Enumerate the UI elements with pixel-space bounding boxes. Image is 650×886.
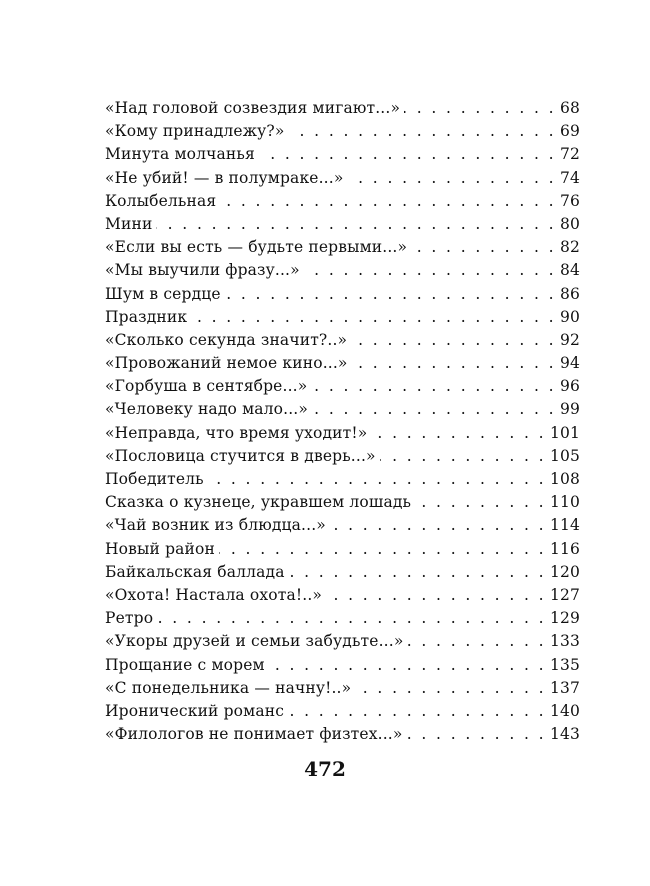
toc-entry (105, 654, 580, 677)
toc-entry-title: Минута молчанья (105, 145, 255, 164)
toc-entry-page: 90 (559, 307, 580, 326)
toc-entry-title: Ретро (105, 609, 154, 628)
toc-entry-page: 69 (559, 122, 580, 141)
toc-entry-title: «Мы выучили фразу...» (105, 261, 300, 280)
toc-entry (105, 422, 580, 445)
dot-leader (191, 306, 556, 329)
toc-entry (105, 561, 580, 584)
toc-entry (105, 167, 580, 190)
dot-leader (312, 398, 556, 421)
toc-entry-page: 129 (549, 609, 580, 628)
dot-leader (411, 236, 556, 259)
dot-leader (208, 468, 546, 491)
toc-entry-title: «Неправда, что время уходит!» (105, 423, 368, 442)
page-number: 472 (304, 757, 346, 781)
toc-entry (105, 236, 580, 259)
toc-entry-title: Праздник (105, 307, 188, 326)
toc-entry (105, 259, 580, 282)
toc-entry-page: 72 (559, 145, 580, 164)
toc-entry-page: 140 (549, 701, 580, 720)
toc-entry-title: «Не убий! — в полумраке...» (105, 168, 344, 187)
dot-leader (157, 607, 546, 630)
toc-entry (105, 306, 580, 329)
toc-entry-title: Шум в сердце (105, 284, 221, 303)
toc-entry-title: «Сколько секунда значит?..» (105, 330, 348, 349)
toc-entry-page: 116 (549, 539, 580, 558)
dot-leader (330, 514, 546, 537)
toc-entry (105, 538, 580, 561)
toc-entry-title: «Человеку надо мало...» (105, 400, 309, 419)
dot-leader (380, 445, 546, 468)
toc-entry (105, 491, 580, 514)
toc-entry-page: 143 (549, 725, 580, 744)
dot-leader (288, 700, 546, 723)
toc-entry-title: Иронический романс (105, 701, 285, 720)
toc-entry-title: Прощание с морем (105, 655, 265, 674)
toc-entry-page: 108 (549, 470, 580, 488)
toc-entry-title: «Пословица стучится в дверь...» (105, 446, 376, 465)
toc-entry-page: 114 (549, 516, 580, 535)
toc-entry (105, 445, 580, 468)
toc-entry-title: Новый район (105, 539, 215, 558)
toc-entry-title: Победитель (105, 470, 204, 488)
toc-entry (105, 468, 580, 491)
toc-entry-page: 84 (559, 261, 580, 280)
dot-leader (326, 584, 546, 607)
toc-entry-title: «Укоры друзей и семьи забудьте...» (105, 632, 404, 651)
toc-entry (105, 630, 580, 653)
dot-leader (289, 120, 556, 143)
dot-leader (352, 352, 556, 375)
dot-leader (220, 190, 556, 213)
toc-entry (105, 143, 580, 166)
dot-leader (371, 422, 546, 445)
dot-leader (407, 630, 545, 653)
toc-entry-page: 82 (559, 238, 580, 257)
toc-entry-title: Колыбельная (105, 191, 217, 210)
toc-entry (105, 398, 580, 421)
toc-entry-title: «Над головой созвездия мигают...» (105, 99, 401, 117)
toc-entry-page: 110 (549, 493, 580, 512)
toc-entry-title: Сказка о кузнеце, укравшем лошадь (105, 493, 412, 512)
dot-leader (311, 375, 556, 398)
toc-entry-page: 94 (559, 354, 580, 373)
toc-entry (105, 375, 580, 398)
dot-leader (404, 97, 556, 120)
toc-entry-title: «Провожаний немое кино...» (105, 354, 348, 373)
toc-entry (105, 723, 580, 746)
toc-entry (105, 352, 580, 375)
toc-entry-page: 105 (549, 446, 580, 465)
toc-entry-page: 120 (549, 562, 580, 581)
toc-entry (105, 329, 580, 352)
toc-entry-title: «Кому принадлежу?» (105, 122, 285, 141)
toc-entry-page: 74 (559, 168, 580, 187)
toc-entry (105, 514, 580, 537)
dot-leader (347, 167, 555, 190)
dot-leader (289, 561, 546, 584)
toc-entry-title: «Филологов не понимает физтех...» (105, 725, 403, 744)
toc-entry (105, 190, 580, 213)
dot-leader (259, 143, 556, 166)
toc-entry-page: 80 (559, 214, 580, 233)
dot-leader (269, 654, 546, 677)
toc-entry (105, 607, 580, 630)
toc-entry-page: 101 (549, 423, 580, 442)
toc-entry-page: 133 (549, 632, 580, 651)
dot-leader (415, 491, 546, 514)
toc-entry-page: 86 (559, 284, 580, 303)
toc-entry-page: 96 (559, 377, 580, 396)
toc-entry-title: Мини (105, 214, 153, 233)
toc-entry-page: 76 (559, 191, 580, 210)
toc-entry (105, 283, 580, 306)
toc-entry-title: «Охота! Настала охота!..» (105, 585, 323, 604)
toc-entry-title: «Горбуша в сентябре...» (105, 377, 308, 396)
toc-entry-title: Байкальская баллада (105, 562, 285, 581)
toc-entry (105, 677, 580, 700)
toc-entry (105, 584, 580, 607)
toc-entry-title: «Чай возник из блюдца...» (105, 516, 326, 535)
toc-entry (105, 213, 580, 236)
toc-entry (105, 120, 580, 143)
dot-leader (156, 213, 556, 236)
toc-entry (105, 97, 580, 120)
toc-entry-page: 137 (549, 678, 580, 697)
dot-leader (355, 677, 546, 700)
toc-entry-title: «С понедельника — начну!..» (105, 678, 352, 697)
toc-entry-title: «Если вы есть — будьте первыми...» (105, 238, 408, 257)
toc-entry-page: 92 (559, 330, 580, 349)
toc-entry (105, 700, 580, 723)
table-of-contents (105, 97, 580, 746)
toc-entry-page: 135 (549, 655, 580, 674)
toc-entry-page: 127 (549, 585, 580, 604)
dot-leader (304, 259, 556, 282)
toc-entry-page: 68 (559, 99, 580, 117)
dot-leader (219, 538, 546, 561)
dot-leader (407, 723, 546, 746)
toc-entry-page: 99 (559, 400, 580, 419)
dot-leader (351, 329, 556, 352)
dot-leader (225, 283, 556, 306)
